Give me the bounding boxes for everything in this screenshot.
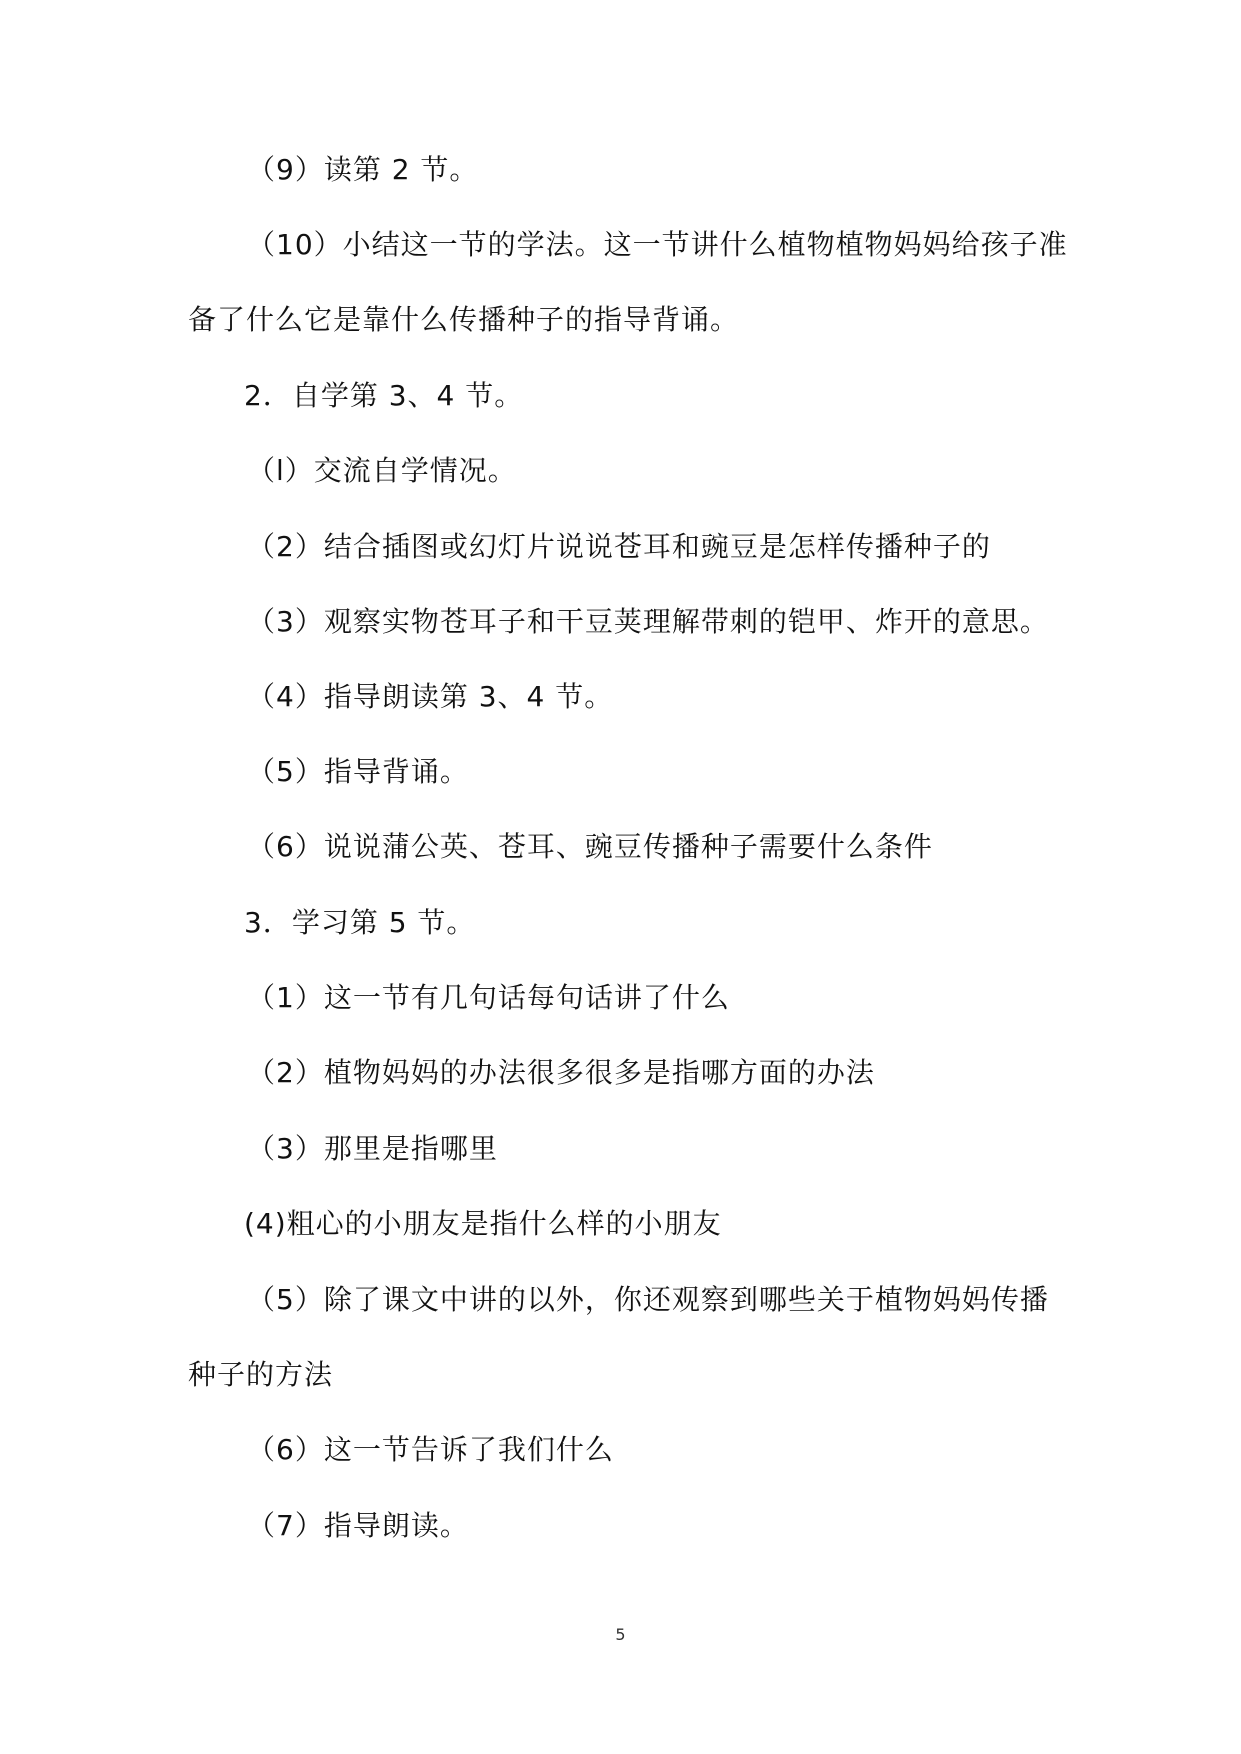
line-4: 2．自学第 3、4 节。 (244, 379, 524, 412)
line-15: (4)粗心的小朋友是指什么样的小朋友 (244, 1207, 722, 1240)
line-5: （l）交流自学情况。 (247, 454, 517, 487)
line-11: 3．学习第 5 节。 (244, 906, 476, 939)
line-1: （9）读第 2 节。 (247, 153, 479, 186)
line-3: 备了什么它是靠什么传播种子的指导背诵。 (188, 303, 740, 336)
line-12: （1）这一节有几句话每句话讲了什么 (247, 981, 730, 1014)
page-number: 5 (615, 1625, 626, 1644)
line-8: （4）指导朗读第 3、4 节。 (247, 680, 614, 713)
line-16: （5）除了课文中讲的以外，你还观察到哪些关于植物妈妈传播 (247, 1283, 1049, 1316)
line-18: （6）这一节告诉了我们什么 (247, 1433, 614, 1466)
line-6: （2）结合插图或幻灯片说说苍耳和豌豆是怎样传播种子的 (247, 530, 991, 563)
line-10: （6）说说蒲公英、苍耳、豌豆传播种子需要什么条件 (247, 830, 933, 863)
line-7: （3）观察实物苍耳子和干豆荚理解带刺的铠甲、炸开的意思。 (247, 605, 1049, 638)
line-9: （5）指导背诵。 (247, 755, 469, 788)
line-2: （10）小结这一节的学法。这一节讲什么植物植物妈妈给孩子准 (247, 228, 1068, 261)
line-14: （3）那里是指哪里 (247, 1132, 498, 1165)
line-13: （2）植物妈妈的办法很多很多是指哪方面的办法 (247, 1056, 875, 1089)
line-17: 种子的方法 (188, 1358, 334, 1391)
line-19: （7）指导朗读。 (247, 1509, 469, 1542)
